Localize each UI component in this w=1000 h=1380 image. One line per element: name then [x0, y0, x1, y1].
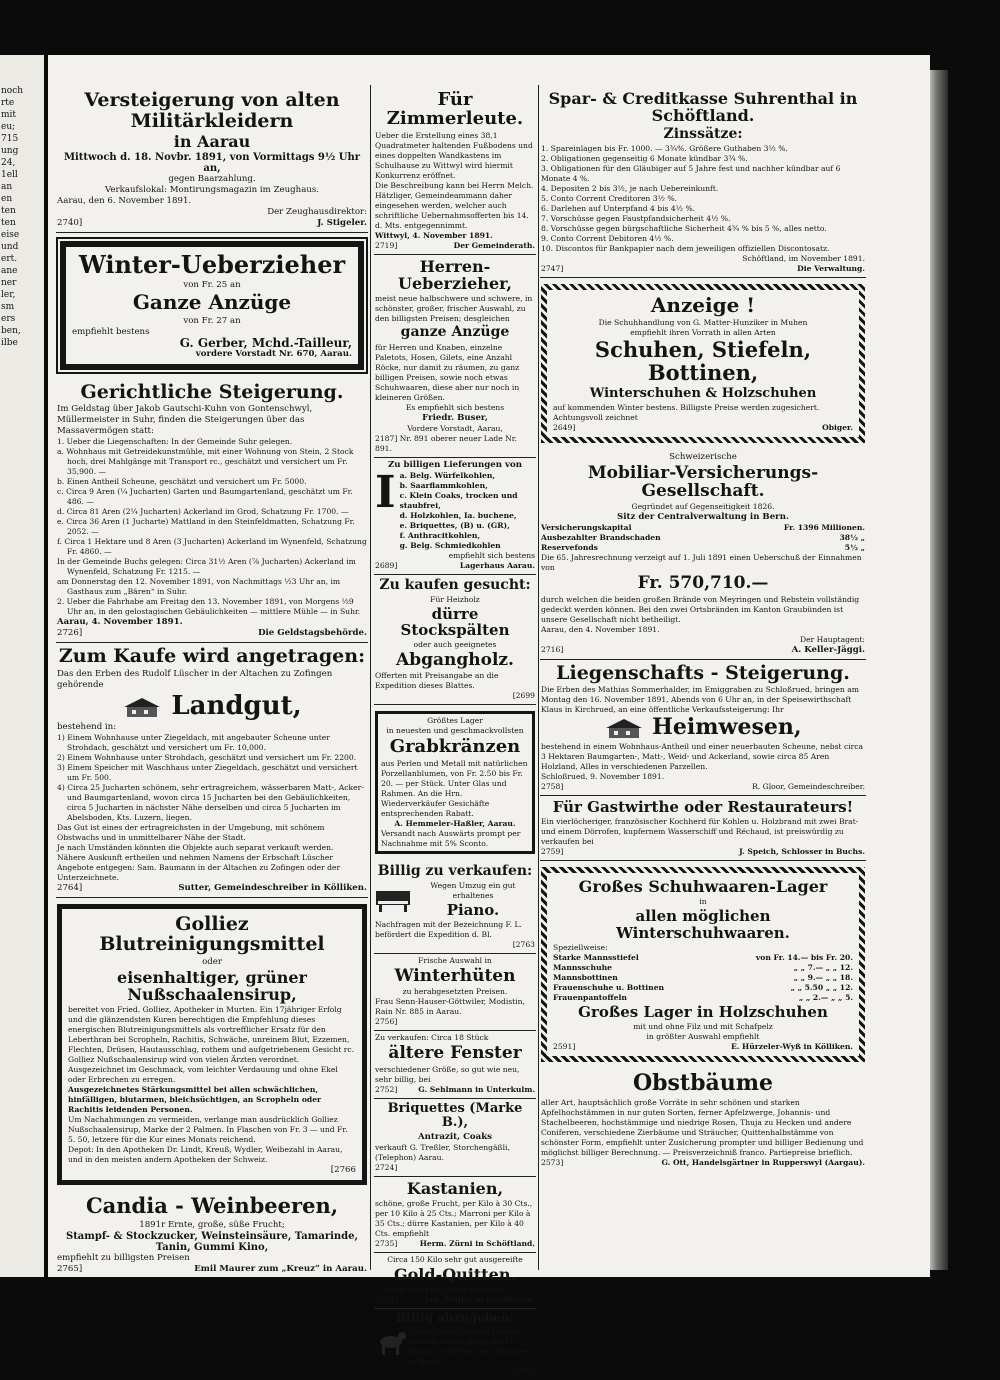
merchant-address: Vordere Vorstadt, Aarau,: [407, 423, 503, 433]
ad-line: Mittwoch d. 18. Novbr. 1891, von Vormittags 9½ Uhr an,: [63, 152, 361, 175]
farmhouse-icon: [122, 696, 162, 718]
checkered-frame: [541, 867, 865, 1062]
row-value: „ „ 5.50 „ „ 12.: [790, 982, 853, 992]
table-row: [541, 543, 865, 553]
ad-winter-hats: [374, 954, 536, 1031]
ad-title-2: ganze Anzüge: [400, 324, 510, 341]
ad-heading: Zinssätze:: [663, 125, 743, 142]
list-item: a. Belg. Würfelkohlen,: [399, 470, 495, 480]
table-row: [553, 963, 853, 973]
table-row: [553, 993, 853, 1003]
ad-date: Wittwyl, 4. November 1891.: [375, 230, 493, 240]
list-item: 4. Depositen 2 bis 3½, je nach Uebereinkunft.: [541, 183, 719, 193]
ad-frame: [57, 904, 367, 1186]
ad-title: Obstbäume: [632, 1069, 773, 1096]
ad-number: 2726]: [57, 628, 83, 639]
strip-fragment: 715: [1, 134, 19, 144]
ad-military-clothes-auction: [56, 87, 368, 233]
ad-signature: A. Keller-Jäggi.: [791, 644, 865, 655]
list-item: 1. Ueber die Liegenschaften: In der Gemeinde Suhr gelegen.: [57, 437, 293, 447]
list-item: d. Circa 81 Aren (2¼ Jucharten) Ackerland im Grod, Schatzung Fr. 1700. —: [57, 507, 349, 517]
strip-fragment: eise: [1, 230, 20, 240]
ad-number: 2734]: [375, 1295, 398, 1305]
price-line: von Fr. 25 an: [183, 280, 241, 291]
list-item: 2) Einem Wohnhause unter Strohdach, geschätzt und versichert um Fr. 2200.: [57, 752, 357, 762]
ad-signature: Lagerhaus Aarau.: [459, 560, 535, 570]
ad-golliez-syrup: [56, 898, 368, 1193]
ad-number: 2689]: [375, 560, 398, 570]
ad-signature: Obiger.: [822, 422, 853, 432]
ad-line: Gegründet auf Gegenseitigkeit 1826.: [631, 502, 775, 512]
row-value: 38½ „: [839, 533, 865, 543]
ad-paragraph: Ein vierlöcheriger, französischer Kochherd für Kohlen u. Holzbrand mit zwei Brat- und einem Dörrofen, kupfernem Wasserschiff und Réchaud, ist preiswürdig zu verkaufen bei: [541, 817, 859, 847]
strip-fragment: rte: [1, 98, 15, 108]
ad-title-3: Großes Lager in Holzschuhen: [578, 1002, 828, 1021]
strip-fragment: ung: [1, 146, 19, 156]
ad-line: oder: [202, 956, 222, 967]
ad-title: Billig zu verkaufen:: [377, 862, 533, 879]
list-item: b. Saarflammkohlen,: [399, 480, 488, 490]
ad-candia-raisins: [56, 1192, 368, 1278]
ad-line: Frische Auswahl in: [418, 956, 492, 966]
strip-fragment: noch: [1, 86, 24, 96]
ad-signature: J. Speich, Schlosser in Buchs.: [739, 847, 865, 857]
row-label: Reservefonds: [541, 543, 598, 553]
ad-line: empfiehlt bestens: [72, 326, 150, 337]
row-label: Ausbezahlter Brandschaden: [541, 533, 661, 543]
ad-line: Zu verkaufen: Circa 18 Stück: [375, 1033, 489, 1043]
ad-signature: Der Gemeinderath.: [453, 240, 535, 250]
ad-line: zu herabgesetzten Preisen.: [402, 987, 508, 997]
ad-paragraph: Das Gut ist eines der ertragreichsten in der Umgebung, mit schönem Obstwachs und in unmittelbarer Nähe der Stadt.: [57, 822, 325, 842]
merchant-name: Friedr. Buser,: [422, 412, 488, 423]
ad-date: Schöftland, im November 1891.: [742, 253, 865, 263]
ad-title: Zum Kaufe wird angetragen:: [58, 645, 366, 668]
strip-fragment: 24,: [1, 158, 16, 168]
ad-chestnuts: [374, 1177, 536, 1253]
ad-property-auction: [540, 660, 866, 796]
ad-date: Aarau, 4. November 1891.: [57, 617, 183, 628]
row-label: Versicherungskapital: [541, 523, 632, 533]
table-row: [541, 533, 865, 543]
ad-number: [2763: [512, 940, 535, 950]
list-item: 7. Vorschüsse gegen Faustpfandsicherheit 4½ %.: [541, 213, 731, 223]
property-list: [57, 437, 367, 617]
ad-paragraph: auf kommenden Winter bestens. Billigste Preise werden zugesichert.: [553, 402, 820, 412]
ad-paragraph: aller Art, hauptsächlich große Vorräte in sehr schönen und starken Apfelhochstämmen in nur guten Sorten, ferner Apfelzwerge, Johannis- und Stachelbeeren, hochstämmige und niedrige Rosen, Thuja zu Hecken und andere Coniferen, verschiedene Zierbäume und Sträucher, Quittenhalbstämme von schönster Form, empfiehlt unter Zusicherung prompter und billiger Bedienung und möglichst billiger Berechnung. — Preisverzeichniß franco. Partiepreise brieflich.: [541, 1097, 864, 1157]
list-item: 1) Einem Wohnhause unter Ziegeldach, mit angebauter Scheune unter Strohdach, geschätzt und versichert um Fr. 10,000.: [57, 732, 330, 752]
list-item: f. Circa 1 Hektare und 8 Aren (3 Jucharten) Ackerland im Wynenfeld, Schatzung Fr. 4860. —: [57, 537, 367, 557]
ad-line: Stampf- & Stockzucker, Weinsteinsäure, Tamarinde, Tanin, Gummi Kino,: [65, 1231, 359, 1254]
ad-line: Es empfiehlt sich bestens: [405, 402, 505, 412]
ad-number: 2756]: [375, 1017, 398, 1027]
ad-paragraph: Frau Senn-Hauser-Göttwiler, Modistin, Rain Nr. 885 in Aarau.: [375, 997, 525, 1017]
ad-line: bestehend in:: [57, 721, 117, 732]
ad-title: Gold-Quitten,: [393, 1265, 517, 1285]
ad-title-2: allen möglichen Winterschuhwaaren.: [616, 907, 790, 942]
ad-paragraph: Je nach Umständen könnten die Objekte auch separat verkauft werden.: [57, 842, 334, 852]
ad-signature: G. Sehlmann in Unterkulm.: [418, 1084, 535, 1094]
ad-line: Speziellweise:: [553, 942, 608, 952]
ad-wood-wanted: [374, 575, 536, 706]
ad-paragraph: Depot: In den Apotheken Dr. Lindt, Kreuß, Wydler, Weibezahl in Aarau, und in den meisten andern Apotheken der Schweiz.: [68, 1145, 343, 1165]
row-value: 5½ „: [844, 543, 865, 553]
ad-savings-bank: [540, 87, 866, 278]
ad-signature: E. Hürzeler-Wyß in Kölliken.: [730, 1041, 853, 1051]
ad-signature: R. Gloor, Gemeindeschreiber.: [752, 781, 865, 791]
ad-title-2: Schuhen, Stiefeln, Bottinen,: [594, 337, 812, 385]
list-item: am Donnerstag den 12. November 1891, von Nachmittags ½3 Uhr an, im Gasthaus zum „Bären“ in Suhr.: [57, 577, 341, 597]
adjacent-page-strip: [0, 55, 44, 1277]
ad-fruit-trees: [540, 1069, 866, 1171]
row-label: Frauenpantoffeln: [553, 992, 627, 1002]
piano-icon: [375, 889, 411, 913]
ad-line: Circa 150 Kilo sehr gut ausgereifte: [387, 1255, 523, 1265]
ad-piano-sale: [374, 861, 536, 954]
strip-fragment: 1ell: [1, 170, 18, 180]
strip-fragment: eu;: [1, 122, 16, 132]
strip-fragment: ben,: [1, 326, 21, 336]
ad-line: in größter Auswahl empfiehlt: [646, 1031, 760, 1041]
farmhouse-icon: [604, 717, 644, 739]
ad-line: in neuesten und geschmackvollsten: [386, 726, 524, 736]
estate-list: [57, 733, 367, 823]
ad-big-title: Landgut,: [171, 690, 302, 721]
list-item: 9. Conto Corrent Debitoren 4½ %.: [541, 233, 674, 243]
ad-paragraph: Die 65. Jahresrechnung verzeigt auf 1. Juli 1891 einen Ueberschuß der Einnahmen von: [541, 553, 862, 573]
ad-briquettes: [374, 1099, 536, 1177]
ad-title: Zu kaufen gesucht:: [379, 576, 531, 593]
ad-quinces: [374, 1253, 536, 1309]
ad-paragraph: meist neue halbschwere und schwere, in schönster, großer, frischer Auswahl, zu den billigsten Preisen; desgleichen: [375, 294, 533, 324]
list-item: e. Briquettes, (B) u. (GR),: [399, 520, 510, 530]
ad-heading: Zu billigen Lieferungen von: [388, 459, 522, 470]
ad-line: Schweizerische: [669, 451, 737, 462]
ad-frame: [375, 711, 535, 853]
strip-fragment: ler,: [1, 290, 16, 300]
row-value: Fr. 1396 Millionen.: [783, 523, 865, 533]
list-item: 8. Vorschüsse gegen bürgschaftliche Sicherheit 4¾ % bis 5 %, alles netto.: [541, 223, 827, 233]
list-item: 6. Darlehen auf Unterpfand 4 bis 4½ %.: [541, 203, 696, 213]
ad-number: [2762: [512, 1367, 535, 1377]
ad-subtitle: in Aarau: [173, 132, 251, 152]
list-item: 3) Einem Speicher mit Waschhaus unter Ziegeldach, geschätzt und versichert um Fr. 500.: [57, 762, 358, 782]
strip-fragment: ten: [1, 218, 16, 228]
ad-title: Anzeige !: [650, 292, 756, 317]
ad-paragraph: Versandt nach Auswärts prompt per Nachnahme mit 5% Sconto.: [381, 828, 521, 848]
ad-cooking-stove: [540, 796, 866, 861]
ad-winter-coats: [56, 233, 368, 379]
column-rule: [538, 85, 539, 1270]
strip-fragment: ers: [1, 314, 16, 324]
ad-title-2: Ganze Anzüge: [132, 290, 292, 315]
ad-signature: Die Geldstagsbehörde.: [258, 628, 367, 639]
ad-signature: Herm. Zürni in Schöftland.: [419, 1239, 535, 1249]
ad-paragraph: Die Erben des Mathias Sommerhalder, im Emiggraben zu Schloßrued, bringen am Montag den 16. November 1891, Abends von 6 Uhr an, in der Speisewirthschaft Klaus in Kirchrued, an eine öffentliche Verkaufssteigerung: Ihr: [541, 685, 859, 715]
row-value: von Fr. 14.— bis Fr. 20.: [755, 952, 853, 962]
ad-title: ältere Fenster: [388, 1043, 522, 1064]
ad-paragraph: Die Beschreibung kann bei Herrn Melch. Hätzliger, Gemeindeammann daher eingesehen werden, welcher auch schriftliche Uebernahmsofferten bis 14. d. Mts. entgegennimmt.: [375, 180, 534, 230]
ad-number: 2759]: [541, 847, 564, 857]
list-item: a. Wohnhaus mit Getreidekunstmühle, mit einer Wohnung von Stein, 2 Stock hoch, drei Mahlgänge mit Transport rc., geschätzt und versichert um Fr. 35,900. —: [57, 447, 354, 477]
ad-line: oder auch geeignetes: [413, 640, 497, 649]
ad-line: empfiehlt ihren Vorrath in allen Arten: [630, 328, 776, 338]
ad-shoe-shop-muhen: [540, 278, 866, 450]
interest-rate-list: [541, 144, 865, 254]
ad-paragraph: Nähere Auskunft ertheilen und nehmen Namens der Erbschaft Lüscher Angebote entgegen: Sam. Baumann in der Altachen zu Zofingen oder der Unterzeichnete.: [57, 852, 341, 882]
ad-intro: Im Geldstag über Jakob Gautschi-Kuhn von Gontenschwyl, Müllermeister in Suhr, finden die Steigerungen über das Massavermögen statt:: [57, 404, 313, 437]
ad-title: Kastanien,: [406, 1178, 504, 1198]
ad-paragraph: Nachfragen mit der Bezeichnung F. L. befördert die Expedition d. Bl.: [375, 920, 522, 940]
strip-fragment: ane: [1, 266, 18, 276]
insurance-figures: [541, 523, 865, 553]
ad-title: Winter-Ueberzieher: [78, 250, 346, 280]
ad-number: 2591]: [553, 1041, 576, 1051]
ad-signature-label: Der Zeughausdirektor:: [267, 207, 367, 218]
strip-fragment: en: [1, 194, 13, 204]
ad-number: 2649]: [553, 422, 576, 432]
ad-number: 2764]: [57, 882, 83, 893]
ad-old-windows: [374, 1031, 536, 1098]
ad-paragraph: schöne, große Frucht, per Kilo à 30 Cts., per 10 Kilo à 25 Cts.; Marroni per Kilo à 35 Cts.; dürre Kastanien, per Kilo à 40 Cts. empfiehlt: [375, 1199, 533, 1239]
ad-grave-wreaths: [374, 705, 536, 860]
ad-line: Sitz der Centralverwaltung in Bern.: [617, 512, 789, 523]
dog-icon: [375, 1327, 409, 1357]
merchant-name: G. Gerber, Mchd.-Tailleur,: [179, 335, 352, 350]
strip-fragment: und: [1, 242, 19, 252]
ad-paragraph: für Herren und Knaben, einzelne Paletots, Hosen, Gilets, eine Anzahl Röcke, nur damit zu räumen, zu ganz billigen Preisen, sowie noch etwas Schuhwaaren, diese aber nur noch in kleineren Größen.: [375, 342, 520, 402]
ad-title: Grabkränzen: [389, 736, 521, 758]
strip-fragment: sm: [1, 302, 15, 312]
table-row: [541, 523, 865, 533]
strip-fragment: ert.: [1, 254, 18, 264]
list-item: b. Einen Antheil Scheune, geschätzt und versichert um Fr. 5000.: [57, 477, 307, 487]
ad-signature-label: Der Hauptagent:: [800, 634, 865, 644]
ad-men-overcoats: [374, 255, 536, 458]
column-right: [540, 87, 866, 1269]
ad-title: Herren-Ueberzieher,: [398, 256, 512, 294]
ad-number: 2740]: [57, 218, 83, 229]
ad-line: Für Heizholz: [430, 594, 480, 604]
ad-big-title: Heimwesen,: [652, 714, 802, 741]
ad-number: [2699: [512, 691, 535, 701]
ad-number: 2724]: [375, 1162, 398, 1172]
list-item: g. Belg. Schmiedkohlen: [399, 540, 501, 550]
strip-fragment: ten: [1, 206, 16, 216]
ad-title: Briquettes (Marke B.),: [387, 1100, 523, 1130]
ad-paragraph: verschiedener Größe, so gut wie neu, sehr billig, bei: [375, 1064, 520, 1084]
table-row: [553, 983, 853, 993]
ad-line: Die Schuhhandlung von G. Matter-Hunziker in Muhen: [598, 318, 808, 328]
ad-paragraph: durch welchen die beiden großen Brände von Meyringen und Rebstein vollständig gedeckt werden können. Bei den zwei Ortsbränden im Kanton Graubünden ist unsere Gesellschaft nicht betheiligt.: [541, 594, 860, 624]
ad-signature: G. Ott, Handelsgärtner in Rupperswyl (Aargau).: [661, 1157, 865, 1167]
ad-shoe-warehouse-koelliken: [540, 861, 866, 1069]
ad-line: gegen Baarzahlung.: [168, 174, 256, 185]
ad-paragraph: Ausgezeichnetes Stärkungsmittel bei allen schwächlichen, hinfälligen, blutarmen, bleichsüchtigen, an Scropheln oder Rachitis leidenden Personen.: [68, 1085, 322, 1115]
row-label: Mannsbottinen: [553, 972, 618, 982]
row-label: Frauenschuhe u. Bottinen: [553, 982, 665, 992]
ad-date: Schloßrued, 9. November 1891.: [541, 771, 665, 781]
list-item: 10. Discontos für Bankpapier nach dem jeweiligen offiziellen Discontosatz.: [541, 243, 830, 253]
list-item: In der Gemeinde Buchs gelegen: Circa 31½ Aren (⅞ Jucharten) Ackerland im Wynenfeld, Schatzung Fr. 1215. —: [57, 557, 356, 577]
merchant-address: vordere Vorstadt Nr. 670, Aarau.: [195, 348, 352, 359]
greek-key-frame: [60, 241, 364, 370]
ad-title: Für Gastwirthe oder Restaurateurs!: [552, 797, 854, 816]
ad-number: 2719]: [375, 240, 398, 250]
checkered-frame: [541, 284, 865, 443]
strip-fragment: ilbe: [1, 338, 18, 348]
ad-signature: Emil Maurer zum „Kreuz“ in Aarau.: [194, 1264, 367, 1275]
ad-title: Golliez Blutreinigungsmittel: [99, 912, 325, 956]
coal-list: [400, 471, 535, 551]
ad-signature: Die Verwaltung.: [797, 263, 865, 273]
ad-paragraph: aus Perlen und Metall mit natürlichen Porzellanblumen, von Fr. 2.50 bis Fr. 20. — per Stück. Unter Glas und Rahmen. An die Hrn. Wiederverkäufer Gesichäfte entsprechenden Rabatt.: [381, 758, 528, 818]
column-left: [56, 87, 368, 1275]
ad-number: 2752]: [375, 1084, 398, 1094]
row-value: „ „ 9.— „ „ 18.: [793, 972, 853, 982]
strip-fragment: ner: [1, 278, 17, 288]
ad-line: Größtes Lager: [427, 716, 483, 726]
ad-number: 2187] Nr. 891 oberer neuer Lade Nr. 891.: [375, 433, 517, 453]
ad-estate-sale: [56, 643, 368, 898]
table-row: [553, 953, 853, 963]
strip-fragment: mit: [1, 110, 17, 120]
ad-paragraph: bereitet von Fried. Golliez, Apotheker in Murten. Ein 17jähriger Erfolg und die glänzendsten Kuren berechtigen die Empfehlung dieses energischen Blutreinigungsmittels als vortrefflicher Ersatz für den Leberthran bei Scropheln, Rachitis, Schwäche, unreinem Blut, Ezzemen, Flechten, Drüsen, Hautausschlag, rothem und aufgetriebenem Gesicht rc. Golliez Nußschaalensirup wird von vielen Ärzten verordnet. Ausgezeichnet im Geschmack, vom leichter Verdauung und ohne Ekel oder Erbrechen zu erregen.: [68, 1005, 355, 1085]
ad-paragraph: Einige junge Doggen (Rüden), schöne, kleine Rage, bei Ph. Klume, Schreiner im „Hammer“ in Aarau.: [409, 1327, 533, 1367]
ad-title-2: eisenhaltiger, grüner Nußschaalensirup,: [117, 967, 307, 1005]
ad-title-2: Piano.: [446, 900, 500, 919]
newspaper-page: [48, 55, 930, 1377]
ad-title-2: dürre Stockspälten: [400, 604, 510, 639]
ad-title: Winterhüten: [394, 966, 516, 987]
list-item: c. Circa 9 Aren (¼ Jucharten) Garten und Baumgartenland, geschätzt um Fr. 486. —: [57, 487, 353, 507]
row-value: „ „ 2.— „ „ 5.: [798, 992, 853, 1002]
ad-paragraph: verkauft G. Treßler, Storchengäßli, (Telephon) Aarau.: [375, 1142, 510, 1162]
ad-number: 2573]: [541, 1157, 564, 1167]
ad-line: empfiehlt zu billigsten Preisen: [57, 1253, 190, 1264]
column-rule: [370, 85, 371, 1270]
list-item: e. Circa 36 Aren (1 Jucharte) Mattland in den Steinfeldmatten, Schatzung Fr. 2052. —: [57, 517, 355, 537]
ad-number: 2716]: [541, 644, 564, 654]
ad-mobiliar-insurance: [540, 450, 866, 660]
merchant-name: A. Hemmeler-Haßler, Aarau.: [394, 818, 516, 828]
ad-line: in: [699, 897, 707, 907]
list-item: f. Anthracitkohlen,: [399, 530, 480, 540]
surplus-amount: Fr. 570,710.—: [637, 573, 769, 594]
ad-paragraph: bestehend in einem Wohnhaus-Antheil und einer neuerbauten Scheune, nebst circa 3 Hektaren Baumgarten-, Matt-, Weid- und Ackerland, sowie circa 85 Aren Holzland, Alles in verschiedenen Parzellen.: [541, 741, 864, 771]
ad-signature: Joh. Müller in Schöftland.: [424, 1295, 535, 1305]
list-item: 2. Obligationen gegenseitig 6 Monate kündbar 3¾ %.: [541, 153, 748, 163]
ad-line: Verkaufslokal: Montirungsmagazin im Zeughaus.: [105, 185, 319, 196]
row-label: Starke Mannsstiefel: [553, 952, 639, 962]
ad-paragraph: Um Nachahmungen zu vermeiden, verlange man ausdrücklich Golliez Nußschaalensirup, Marke der 2 Palmen. In Flaschen von Fr. 3 — und Fr. 5. 50, letzere für die Kur eines Monats reichend.: [68, 1115, 348, 1145]
ad-number: 2735]: [375, 1239, 398, 1249]
ad-number: 2747]: [541, 263, 564, 273]
ad-line: Achtungsvoll zeichnet: [553, 412, 638, 422]
strip-fragment: an: [1, 182, 13, 192]
ad-title: Candia - Weinbeeren,: [85, 1193, 339, 1219]
ad-title-3: Winterschuhen & Holzschuhen: [589, 385, 817, 401]
column-middle: [374, 87, 536, 1377]
ad-title: Versteigerung von alten Militärkleidern: [84, 89, 340, 132]
ad-title: Großes Schuhwaaren-Lager: [578, 877, 828, 897]
ad-title: Billig abzugeben:: [396, 1311, 514, 1326]
list-item: c. Klein Coaks, trocken und staubfrei,: [399, 490, 518, 510]
ad-title: Liegenschafts - Steigerung.: [556, 661, 850, 684]
ad-title: Spar- & Creditkasse Suhrenthal in Schöftland.: [548, 89, 858, 126]
ad-coal-delivery: [374, 458, 536, 575]
ad-paragraph: Offerten mit Preisangabe an die Expedition dieses Blattes.: [375, 671, 499, 691]
ad-line: mit und ohne Filz und mit Schafpelz: [633, 1021, 773, 1031]
price-table: [553, 953, 853, 1003]
ad-paragraph: Ueber die Erstellung eines 38,1 Quadratmeter haltenden Fußbodens und eines doppelten Wandkastens im Schulhause zu Wittwyl wird hiermit Konkurrenz eröffnet.: [375, 130, 533, 180]
ad-dogs: [374, 1309, 536, 1380]
ad-line: empfiehlt sich bestens: [448, 550, 535, 560]
ad-title: Mobiliar-Versicherungs-Gesellschaft.: [587, 462, 819, 501]
ad-date: Aarau, den 4. November 1891.: [541, 624, 660, 634]
table-row: [553, 973, 853, 983]
ad-date: Aarau, den 6. November 1891.: [57, 196, 192, 207]
ad-paragraph: à 30 Rp. per Kilo hat zu verkaufen: [375, 1285, 508, 1295]
ad-signature: Sutter, Gemeindeschreiber in Kölliken.: [178, 882, 367, 893]
row-label: Mannsschuhe: [553, 962, 612, 972]
ad-number: 2765]: [57, 1264, 83, 1275]
list-item: 2. Ueber die Fahrhabe am Freitag den 13. November 1891, von Morgens ½9 Uhr an, in den gelostagischen Gebäulichkeiten — mittlere Mühle — in Suhr.: [57, 597, 361, 617]
list-item: d. Holzkohlen, Ia. buchene,: [399, 510, 517, 520]
list-item: 5. Conto Corrent Creditoren 3½ %.: [541, 193, 677, 203]
ad-number: [2766: [330, 1165, 356, 1176]
ad-carpenters: [374, 87, 536, 255]
ad-line: Antrazit, Coaks: [417, 1131, 492, 1142]
list-item: 3. Obligationen für den Gläubiger auf 5 Jahre fest und nachher kündbar auf 6 Monate 4 %.: [541, 163, 841, 183]
row-value: „ „ 7.— „ „ 12.: [793, 962, 853, 972]
list-item: 4) Circa 25 Jucharten schönem, sehr ertragreichem, wässerbaren Matt-, Acker- und Baumgartenland, wovon circa 15 Jucharten bei den Gebäulichkeiten, circa 5 Jucharten in nächster Nähe derselben und circa 5 Jucharten im Abelsboden, Kts. Luzern, liegen.: [57, 782, 364, 822]
ad-intro: Das den Erben des Rudolf Lüscher in der Altachen zu Zofingen gehörende: [57, 668, 333, 690]
ad-line: 1891r Ernte, große, süße Frucht;: [139, 1220, 285, 1231]
price-line: von Fr. 27 an: [183, 315, 241, 326]
page-edge-shadow: [930, 70, 948, 1270]
ad-title: Für Zimmerleute.: [386, 89, 524, 130]
ad-line: Wegen Umzug ein gut erhaltenes: [430, 880, 516, 900]
list-item: 1. Spareinlagen bis Fr. 1000. — 3¾%. Größere Guthaben 3½ %.: [541, 143, 788, 153]
ad-court-auction: [56, 379, 368, 644]
ad-title: Gerichtliche Steigerung.: [80, 380, 344, 403]
initial-letter-icon: I: [375, 466, 396, 518]
ad-title-3: Abgangholz.: [396, 650, 514, 670]
ad-number: 2758]: [541, 781, 564, 791]
ad-signature: J. Stigeler.: [317, 218, 367, 229]
